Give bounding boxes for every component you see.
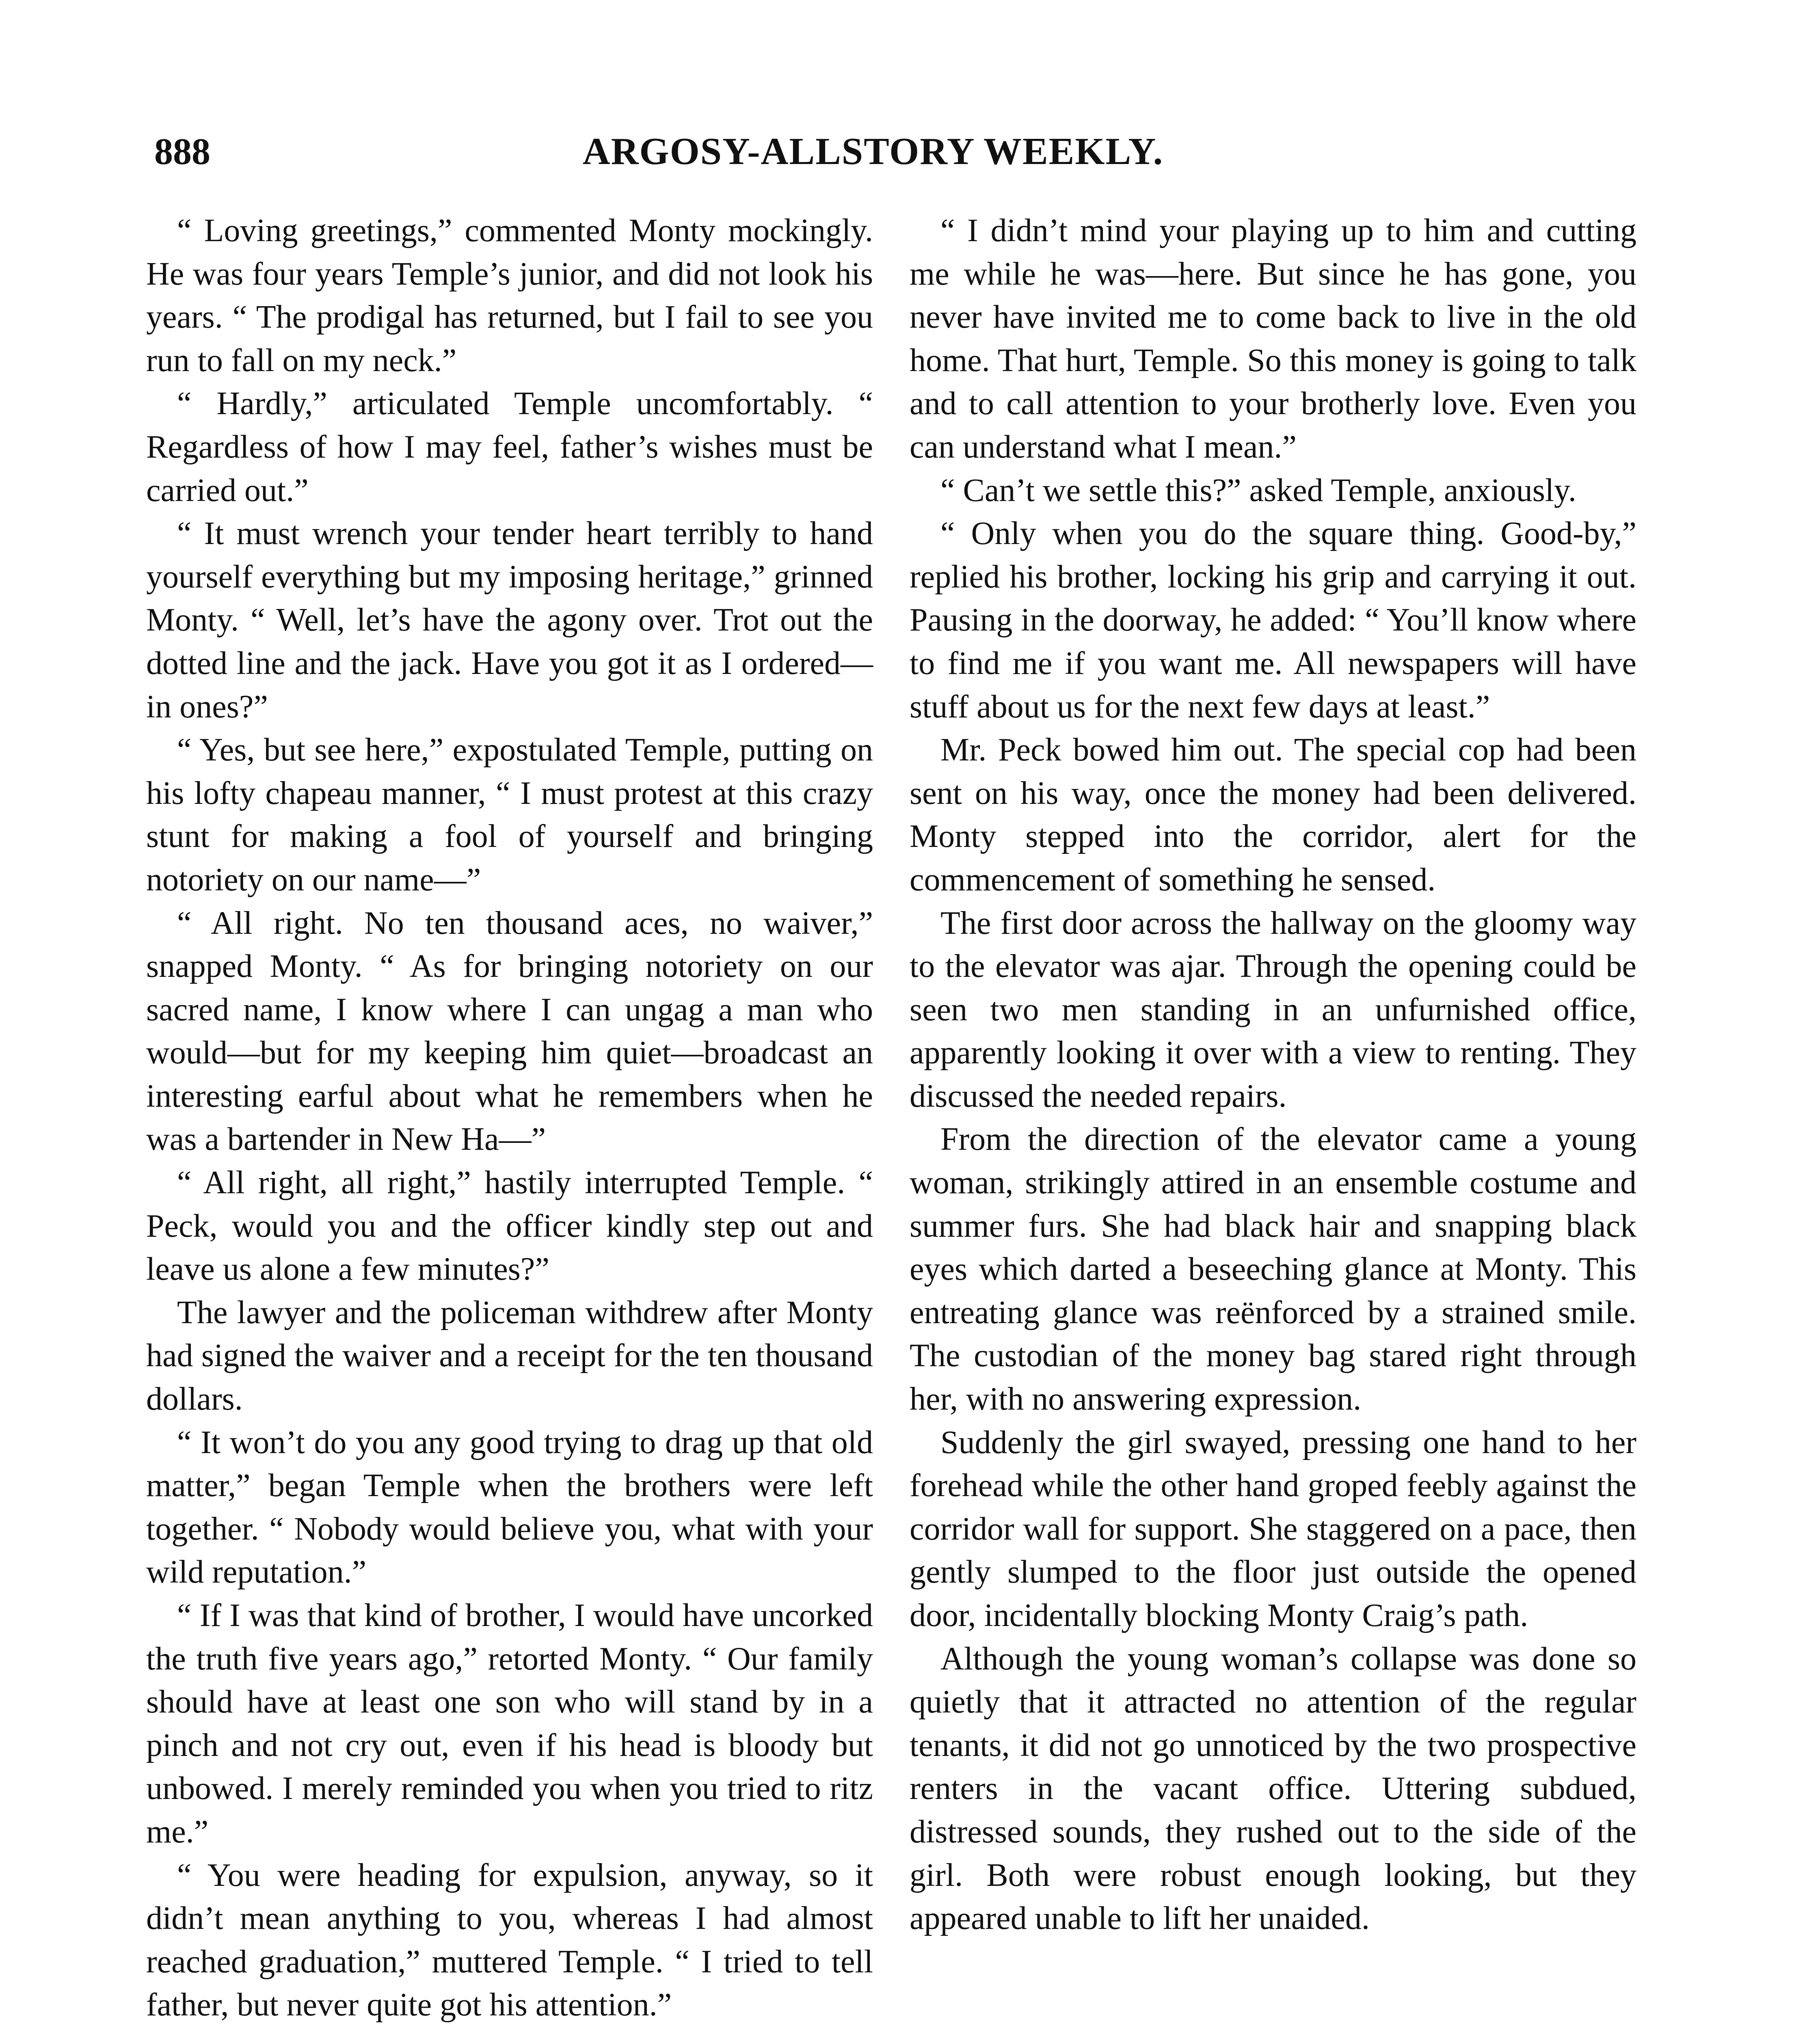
paragraph: Suddenly the girl swayed, pressing one hand to her forehead while the other hand groped feebly against the corridor wall for support. She staggered on a pace, then gently slumped to the floor just outside the opened door, incidentally blocking Monty Craig’s path.: [910, 1424, 1636, 1633]
paragraph: The first door across the hallway on the gloomy way to the elevator was ajar. Through the opening could be seen two men standing in an unfurnished office, apparently looking it over with a view to renting. They discussed the needed repairs.: [910, 905, 1636, 1114]
running-head: ARGOSY-ALLSTORY WEEKLY.: [582, 130, 1164, 173]
paragraph: “ Yes, but see here,” expostulated Temple, putting on his lofty chapeau manner, “ I must protest at this crazy stunt for making a fool of yourself and bringing notoriety on our name—”: [146, 732, 873, 898]
paragraph: “ If I was that kind of brother, I would have uncorked the truth five years ago,” retorted Monty. “ Our family should have at least one son who will stand by in a pinch and not cry out, even if his head is bloody but unbowed. I merely reminded you when you tried to ritz me.”: [146, 1598, 873, 1850]
paragraph: “ Hardly,” articulated Temple uncomfortably. “ Regardless of how I may feel, father’s wishes must be carried out.”: [146, 386, 873, 508]
page-number: 888: [154, 131, 210, 172]
paragraph: Although the young woman’s collapse was done so quietly that it attracted no attention of the regular tenants, it did not go unnoticed by the two prospective renters in the vacant office. Uttering subdued, distressed sounds, they rushed out to the side of the girl. Both were robust enough looking, but they appeared unable to lift her unaided.: [910, 1641, 1636, 1937]
paragraph: “ Can’t we settle this?” asked Temple, anxiously.: [940, 472, 1576, 508]
paragraph: “ I didn’t mind your playing up to him and cutting me while he was—here. But since he has gone, you never have invited me to come back to live in the old home. That hurt, Temple. So this money is going to talk and to call attention to your brotherly love. Even you can understand what I mean.”: [910, 213, 1636, 465]
page-header: [154, 129, 1592, 174]
paragraph: The lawyer and the policeman withdrew after Monty had signed the waiver and a receipt for the ten thousand dollars.: [146, 1294, 873, 1417]
left-column: [146, 209, 873, 2030]
right-column: [910, 209, 1636, 1940]
paragraph: “ You were heading for expulsion, anyway, so it didn’t mean anything to you, whereas I had almost reached graduation,” muttered Temple. “ I tried to tell father, but never quite got his attention.”: [146, 1857, 873, 2023]
paragraph: From the direction of the elevator came a young woman, strikingly attired in an ensemble costume and summer furs. She had black hair and snapping black eyes which darted a beseeching glance at Monty. This entreating glance was reënforced by a strained smile. The custodian of the money bag stared right through her, with no answering expression.: [910, 1121, 1636, 1417]
paragraph: [146, 2027, 873, 2030]
paragraph: “ It must wrench your tender heart terribly to hand yourself everything but my imposing heritage,” grinned Monty. “ Well, let’s have the agony over. Trot out the dotted line and the jack. Have you got it as I ordered—in ones?”: [146, 516, 873, 725]
paragraph: “ All right, all right,” hastily interrupted Temple. “ Peck, would you and the officer kindly step out and leave us alone a few minutes?”: [146, 1165, 873, 1287]
paragraph: “ It won’t do you any good trying to drag up that old matter,” began Temple when the brothers were left together. “ Nobody would believe you, what with your wild reputation.”: [146, 1424, 873, 1590]
paragraph: “ All right. No ten thousand aces, no waiver,” snapped Monty. “ As for bringing notoriety on our sacred name, I know where I can ungag a man who would—but for my keeping him quiet—broadcast an interesting earful about what he remembers when he was a bartender in New Ha—”: [146, 905, 873, 1158]
paragraph: “ Loving greetings,” commented Monty mockingly. He was four years Temple’s junior, and did not look his years. “ The prodigal has returned, but I fail to see you run to fall on my neck.”: [146, 213, 873, 378]
paragraph: Mr. Peck bowed him out. The special cop had been sent on his way, once the money had been delivered. Monty stepped into the corridor, alert for the commencement of something he sensed.: [910, 732, 1636, 898]
paragraph: “ Only when you do the square thing. Good-by,” replied his brother, locking his grip and carrying it out. Pausing in the doorway, he added: “ You’ll know where to find me if you want me. All newspapers will have stuff about us for the next few days at least.”: [910, 516, 1636, 725]
